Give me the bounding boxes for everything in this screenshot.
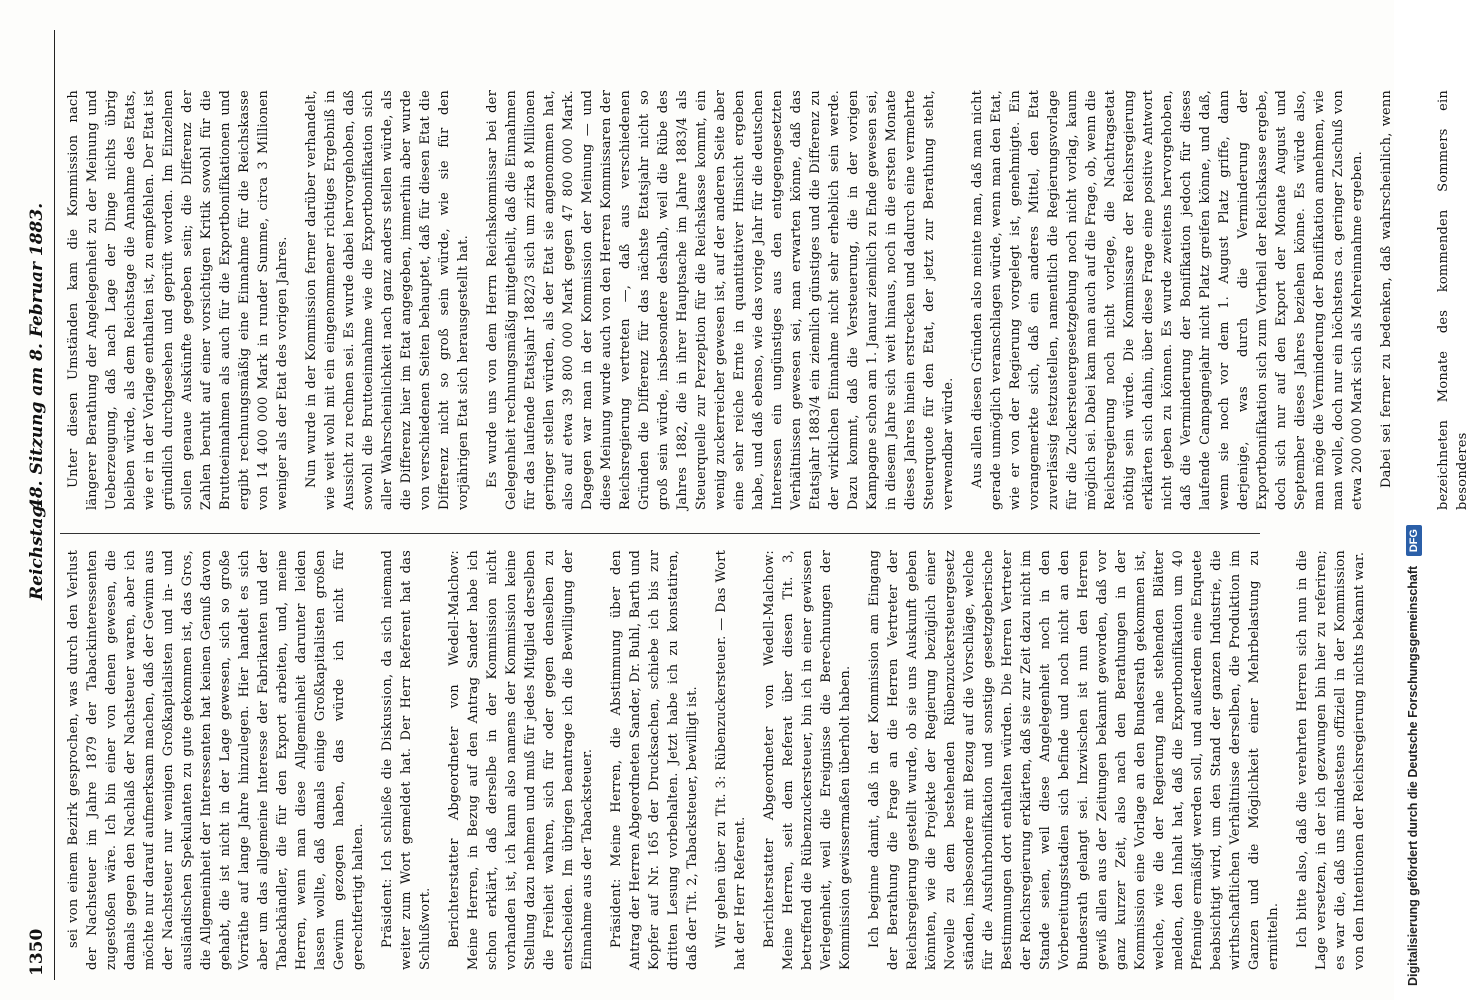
dfg-logo: DFG [1406,525,1422,556]
credit-text: Digitalisierung gefördert durch die Deutsche Forschungsgemeinschaft [1406,565,1420,986]
paragraph: Präsident: Ich schließe die Diskussion, da sich niemand weiter zum Wort gemeldet hat. Der Herr Referent hat das Schlußwort. [380,550,433,970]
paragraph: Ich beginne damit, daß in der Kommission am Eingang der Berathung die Frage an die Herren Vertreter der Reichsregierung gestellt wurde, ob sie uns Auskunft geben könnten, wie die Projekte der Regierung bezüglich einer Novelle zu dem bestehenden Rübenzuckersteuergesetz ständen, insbesondere mit Bezug auf die Vorschläge, welche für die Ausfuhrbonifikation und sonstige gesetzgeberische Bestimmungen dort enthalten würden. Die Herren Vertreter der Reichsregierung erklärten, daß sie zur Zeit dazu nicht im Stande seien, weil diese Angelegenheit noch in den Vorbereitungsstadien sich befinde und noch nicht an den Bundesrath gelangt sei. Inzwischen ist nun den Herren gewiß allen aus der Zeitungen bekannt geworden, daß vor ganz kurzer Zeit, also nach den Berathungen in der Kommission eine Vorlage an den Bundesrath gekommen ist, welche, wie die der Regierung nahe stehenden Blätter melden, den Inhalt hat, daß die Exportbonifikation um 40 Pfennige ermäßigt werden soll, und außerdem eine Enquete beabsichtigt wird, um den Stand der ganzen Industrie, die wirthschaftlichen Verhältnisse derselben, die Produktion im Ganzen und die Möglichkeit einer Mehrbelastung zu ermitteln. [867,550,1281,970]
paragraph: Berichterstatter Abgeordneter von Wedell-Malchow: Meine Herren, in Bezug auf den Antrag Sander habe ich schon erklärt, daß derselbe in der Kommission nicht vorhanden ist, ich kann also namens der Kommission keine Stellung dazu nehmen und muß für jedes Mitglied derselben die Freiheit wahren, sich für oder gegen denselben zu entscheiden. Im übrigen beantrage ich die Bewilligung der Einnahme aus der Tabacksteuer. [447,550,595,970]
journal-title: Reichstag. [27,499,47,600]
paragraph: Ich bitte also, daß die verehrten Herren sich nun in die Lage versetzen, in der ich gezwungen bin hier zu referiren; es war die, daß uns mindestens offiziell in der Kommission von den Intentionen der Reichsregierung nichts bekannt war. [1295,550,1367,970]
column-divider [60,533,1260,534]
paragraph: Präsident: Meine Herren, die Abstimmung über den Antrag der Herren Abgeordneten Sander, Dr. Buhl, Barth und Kopfer auf Nr. 165 der Drucksachen, schiebe ich bis zur dritten Lesung vorbehalten. Jetzt habe ich zu konstatiren, daß der Tit. 2, Tabacksteuer, bewilligt ist. [609,550,700,970]
paragraph: Nun wurde in der Kommission ferner darüber verhandelt, wie weit wohl mit ein eingenommener richtiges Ergebniß in Aussicht zu rechnen sei. Es wurde dabei hervorgehoben, daß sowohl die Bruttoeinnahme wie die Exportbonifikation sich aller Wahrscheinlichkeit nach ganz anders stellen würde, als die Differenz hier im Etat angegeben, immerhin aber wurde von verschiedenen Seiten behauptet, daß für diesen Etat die Differenz nicht so groß sein würde, wie sie für den vorjährigen Etat sich herausgestellt hat. [304,90,471,510]
page-header [20,30,55,980]
paragraph: sei von einem Bezirk gesprochen, was durch den Verlust der Nachsteuer im Jahre 1879 der Tabackinteressenten zugestoßen wäre. Ich bin einer von denen gewesen, die damals gegen den Nachlaß der Nachsteuer waren, aber ich möchte nur darauf aufmerksam machen, daß der Gewinn aus der Nachsteuer nur wenigen Großkapitalisten und in- und ausländischen Spekulanten zu gute gekommen ist, das Gros, die Allgemeinheit der Interessenten hat keinen Genuß davon gehabt, die ist nicht in der Lage gewesen, sich so große Vorräthe auf lange Jahre hinzulegen. Hier handelt es sich aber um das allgemeine Interesse der Fabrikanten und der Tabackhändler, die für den Export arbeiten, und, meine Herren, wenn man diese Allgemeinheit darunter leiden lassen wollte, daß damals einige Großkapitalisten großen Gewinn gezogen haben, das würde ich nicht für gerechtfertigt halten. [66,550,366,970]
digitization-credit [1394,0,1432,1000]
paragraph: Berichterstatter Abgeordneter von Wedell-Malchow: Meine Herren, seit dem Referat über diesen Tit. 3, betreffend die Rübenzuckersteuer, bin ich in einer gewissen Verlegenheit, weil die Ereignisse die Berechnungen der Kommission gewissermaßen überholt haben. [762,550,853,970]
right-column [64,90,1470,510]
paragraph: Es wurde uns von dem Herrn Reichskommissar bei der Gelegenheit rechnungsmäßig mitgetheilt, daß die Einnahmen für das laufende Etatsjahr 1882/3 sich um zirka 8 Millionen geringer stellen würden, als der Etat sie angenommen hat, also auf etwa 39 800 000 Mark gegen 47 800 000 Mark. Dagegen war man in der Kommission der Meinung — und diese Meinung wurde auch von den Herren Kommissaren der Reichsregierung vertreten —, daß aus verschiedenen Gründen die Differenz für das nächste Etatsjahr nicht so groß sein würde, insbesondere deshalb, weil die Rübe des Jahres 1882, die in ihrer Hauptsache im Jahre 1883/4 als Steuerquelle zur Perzeption für die Reichskasse kommt, ein wenig zuckerreicher gewesen ist, auf der anderen Seite aber eine sehr reiche Ernte in quantitativer Hinsicht ergeben habe, und daß ebenso, wie das vorige Jahr für die deutschen Interessen ein ungünstiges aus den entgegengesetzten Verhältnissen gewesen sei, man erwarten könne, daß das Etatsjahr 1883/4 ein ziemlich günstiges und die Differenz zu der wirklichen Einnahme nicht sehr erheblich sein werde. Dazu kommt, daß die Versteuerung, die in der vorigen Kampagne schon am 1. Januar ziemlich zu Ende gewesen sei, in diesem Jahre sich weit hinaus, noch in die ersten Monate dieses Jahres hinein erstrecken und dadurch eine vermehrte Steuerquote für den Etat, der jetzt zur Berathung steht, verwendbar würde. [485,90,956,510]
paragraph: Wir gehen über zu Tit. 3: Rübenzuckersteuer. — Das Wort hat der Herr Referent. [714,550,748,970]
session-title: 48. Sitzung am 8. Februar 1883. [27,202,47,510]
page-number: 1350 [27,928,47,976]
left-column [64,550,1367,970]
paragraph: Aus allen diesen Gründen also meinte man, daß man nicht gerade unmöglich veranschlagen würde, wenn man den Etat, wie er von der Regierung vorgelegt ist, genehmigte. Ein vorangemerkte sich, daß ein anderes Mittel, den Etat zuverlässig festzustellen, namentlich die Regierungsvorlage für die Zuckersteuergesetzgebung noch nicht vorlag, kaum möglich sei. Dabei kam man auch auf die Frage, ob, wenn die Reichsregierung noch nicht vorlege, die Nachtragsetat nöthig sein würde. Die Kommissare der Reichsregierung erklärten sich dahin, über diese Frage eine positive Antwort nicht geben zu können. Es wurde zweitens hervorgehoben, daß die Verminderung der Bonifikation jedoch für dieses laufende Campagnejahr nicht Platz greifen könne, und daß, wenn sie noch vor dem 1. August Platz griffe, dann derjenige, was durch die Verminderung der Exportbonifikation sich zum Vortheil der Reichskasse ergebe, doch sich nur auf den Export der Monate August und September dieses Jahres beziehen könne. Es würde also, man möge die Verminderung der Bonifikation annehmen, wie man wolle, doch nur ein höchstens ca. geringer Zuschuß von etwa 200 000 Mark sich als Mehreinnahme ergeben. [970,90,1365,510]
paragraph: Dabei sei ferner zu bedenken, daß wahrscheinlich, wenn bezeichneten Monate des kommenden Sommers ein besonderes [1379,90,1470,510]
paragraph: Unter diesen Umständen kam die Kommission nach längerer Berathung der Angelegenheit zu der Meinung und Ueberzeugung, daß nach Lage der Dinge nichts übrig bleiben würde, als dem Reichstage die Annahme des Etats, wie er in der Vorlage enthalten ist, zu empfehlen. Der Etat ist gründlich durchgesehen und geprüft worden. Im Einzelnen sollen genaue Auskünfte gegeben sein; die Differenz der Zahlen beruht auf einer vorsichtigen Kritik sowohl für die Bruttoeinnahmen als auch für die Exportbonifikationen und ergibt rechnungsmäßig eine Einnahme für die Reichskasse von 14 400 000 Mark in runder Summe, circa 3 Millionen weniger als der Etat des vorigen Jahres. [66,90,290,510]
